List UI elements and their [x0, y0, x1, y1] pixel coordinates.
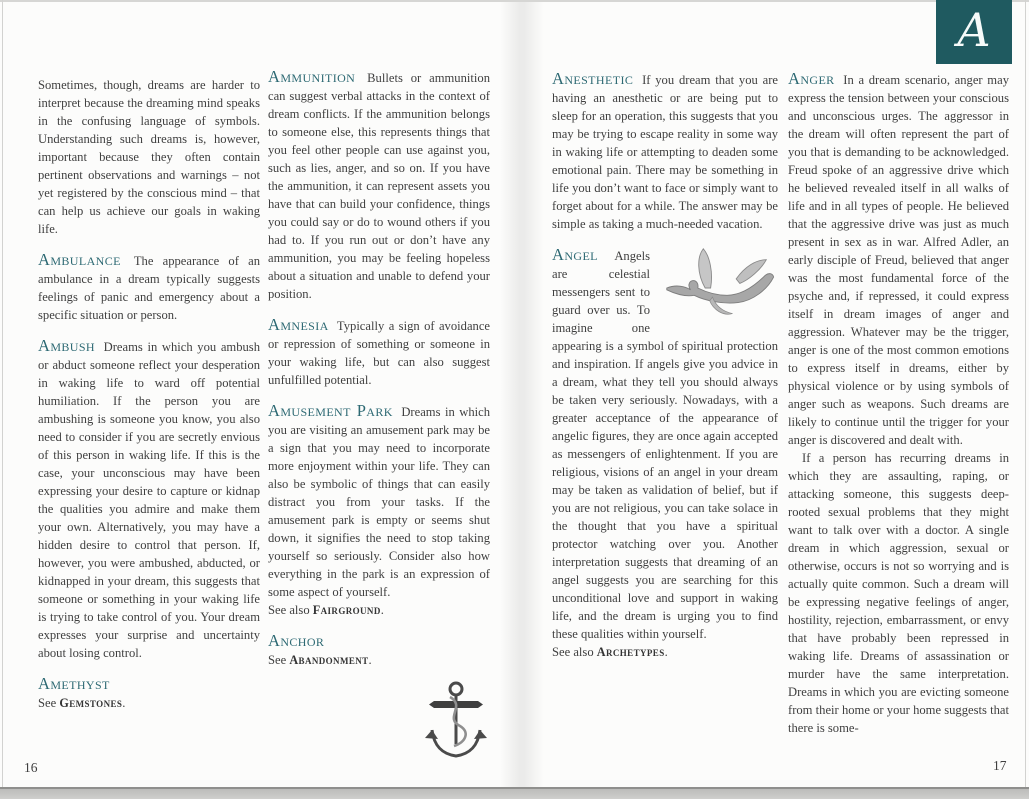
see-suffix: . — [664, 645, 668, 659]
see-prefix: See also — [552, 645, 597, 659]
cross-reference-gemstones: Gemstones — [59, 696, 123, 710]
page-left-edge — [2, 0, 3, 788]
headword-ambush: Ambush — [38, 336, 95, 355]
headword-amnesia: Amnesia — [268, 315, 329, 334]
entry-anchor — [268, 632, 490, 669]
entry-amusement-park-body: Dreams in which you are visiting an amusement park may be a sign that you may need to incorporate more enjoyment within your life. They can also be symbolic of things that can easily distract you from your tasks. If the amusement park is empty or seems shut down, it signifies the need to stop taking yourself so seriously. Consider also how everything in the park is an expression of some aspect of yourself. — [268, 405, 490, 599]
headword-anesthetic: Anesthetic — [552, 69, 634, 88]
cross-reference-fairground: Fairground — [312, 603, 381, 617]
entry-anger-body: In a dream scenario, anger may express the tension between your conscious and unconscious urges. The aggressor in the dream will often represent the part of you that is demanding to be acknowledged. Freud spoke of an aggressive drive which he believed revealed itself in all walks of life and in all types of people. He believed that the aggressive drive was just as much present in sex as in war. Alfred Adler, an early disciple of Freud, believed that anger was the most fundamental force of the psyche and, if repressed, it could express itself in dream images of anger and aggression. Whatever may be the trigger, anger is one of the most common emotions to express itself in dreams, either by physical violence or by using symbols of anger such as weapons. Such dreams are likely to continue until the trigger for your anger is discovered and dealt with. — [788, 73, 1009, 447]
see-suffix: . — [122, 696, 126, 710]
right-page-column-1 — [552, 70, 778, 674]
headword-angel: Angel — [552, 245, 598, 264]
cross-reference-abandonment: Abandonment — [289, 653, 369, 667]
entry-anesthetic — [552, 70, 778, 233]
see-line-amethyst — [38, 694, 260, 712]
see-prefix: See also — [268, 603, 313, 617]
entry-amnesia-body: Typically a sign of avoidance or repression of something or someone in your waking life, but can also suggest unfulfilled potential. — [268, 319, 491, 387]
entry-anesthetic-body: If you dream that you are having an anesthetic or are being put to sleep for an operation, this suggests that you may be trying to escape reality in some way in waking life or attempting to deaden some emotional pain. There may be something in life you don’t want to face or simply want to forget about for a while. The answer may be simple as taking a much-needed vacation. — [552, 73, 778, 231]
see-prefix: See — [268, 653, 290, 667]
left-page-number: 16 — [24, 760, 38, 775]
cross-reference-archetypes: Archetypes — [596, 645, 665, 659]
page-right-edge — [1025, 0, 1026, 788]
entry-angel-paragraph — [552, 246, 778, 643]
entry-anger — [788, 70, 1009, 449]
right-page-number: 17 — [993, 758, 1007, 773]
entry-ambulance-body: The appearance of an ambulance in a dream typically suggests feelings of panic and emergency about a specific situation or person. — [38, 254, 260, 322]
entry-amnesia — [268, 316, 490, 389]
see-line-fairground — [268, 601, 490, 619]
left-page-column-2 — [268, 68, 490, 682]
intro-paragraph: Sometimes, though, dreams are harder to interpret because the dreaming mind speaks in the confusing language of symbols. Understanding such dreams is, however, important because they often contain pertinent observations and warnings – not yet registered by the conscious mind – that can help us achieve our goals in waking life. — [38, 78, 260, 236]
section-tab-letter: A — [957, 3, 991, 57]
see-suffix: . — [368, 653, 372, 667]
headword-ammunition: Ammunition — [268, 67, 356, 86]
see-prefix: See — [38, 696, 60, 710]
page-bottom-edge — [0, 787, 1029, 799]
anchor-illustration-icon — [424, 680, 488, 764]
see-line-archetypes — [552, 643, 778, 661]
entry-ambush — [38, 337, 260, 662]
entry-amethyst — [38, 675, 260, 712]
right-page-column-2 — [788, 70, 1009, 750]
entry-ambush-body: Dreams in which you ambush or abduct someone reflect your desperation in waking life to ward off potential humiliation. If the person you are ambushing is someone you know, you also need to consider if you are secretly envious of this person in waking life. If this is the case, your unconscious may have been expressing your desire to capture or kidnap the qualities you admire and make them your own. Alternatively, you may have a hidden desire to control that person. If, however, you were ambushed, abducted, or kidnapped in your dream, this suggests that someone or something in your waking life is trying to take control of you. Your dream expresses your surprise and uncertainty about losing control. — [38, 340, 260, 660]
see-suffix: . — [380, 603, 384, 617]
entry-amusement-park-paragraph — [268, 402, 490, 601]
entry-ammunition — [268, 68, 490, 303]
angel-illustration-icon — [656, 246, 778, 330]
entry-angel — [552, 246, 778, 661]
entry-anger-paragraph-2: If a person has recurring dreams in which they are assaulting, raping, or attacking someone, this suggests deep-rooted sexual problems that they might want to talk over with a doctor. A single dream in which aggression, sexual or otherwise, occurs is not so worrying and is actually quite common. Such a dream will be expressing negative feelings of anger, hostility, rejection, embarrassment, or envy that have probably been repressed in waking life. Dreams of assassination or murder have the same interpretation. Dreams in which you are evicting someone from their home or your home suggests that there is some- — [788, 451, 1009, 735]
entry-amusement-park — [268, 402, 490, 619]
see-line-abandonment — [268, 651, 490, 669]
left-page-column-1 — [38, 76, 260, 725]
headword-ambulance: Ambulance — [38, 250, 121, 269]
entry-angel-body: Angels are celestial messengers sent to guard over us. To imagine one appearing is a symbol of spiritual protection and inspiration. If angels give you advice in a dream, what they tell you should always be taken very seriously. Nowadays, with a greater acceptance of the appearance of angelic figures, they are once again accepted as messengers of enlightenment. If you are religious, visions of an angel in your dream may be taken as validation of belief, but if you are not religious, you can take solace in the thought that you have a spiritual protector watching over you. Another interpretation suggests that dreaming of an angel suggests you are searching for this unconditional love and support in waking life, and the dream is urging you to find these qualities within yourself. — [552, 249, 778, 641]
entry-ambulance — [38, 251, 260, 324]
headword-amethyst: Amethyst — [38, 674, 110, 693]
headword-amusement-park: Amusement Park — [268, 401, 393, 420]
headword-anchor: Anchor — [268, 631, 325, 650]
entry-ammunition-body: Bullets or ammunition can suggest verbal attacks in the context of dream conflicts. If the ammunition belongs to someone else, this represents things that you feel other people can use against you, such as lies, anger, and so on. If you have the ammunition, it can represent assets you have that can build your confidence, things you could say or do to wound others if you had to. If you run out or don’t have any ammunition, you may be feeling hopeless about a situation and unable to defend your position. — [268, 71, 490, 301]
headword-anger: Anger — [788, 69, 835, 88]
section-tab-a — [936, 0, 1012, 64]
page-gutter-shadow — [500, 2, 544, 787]
